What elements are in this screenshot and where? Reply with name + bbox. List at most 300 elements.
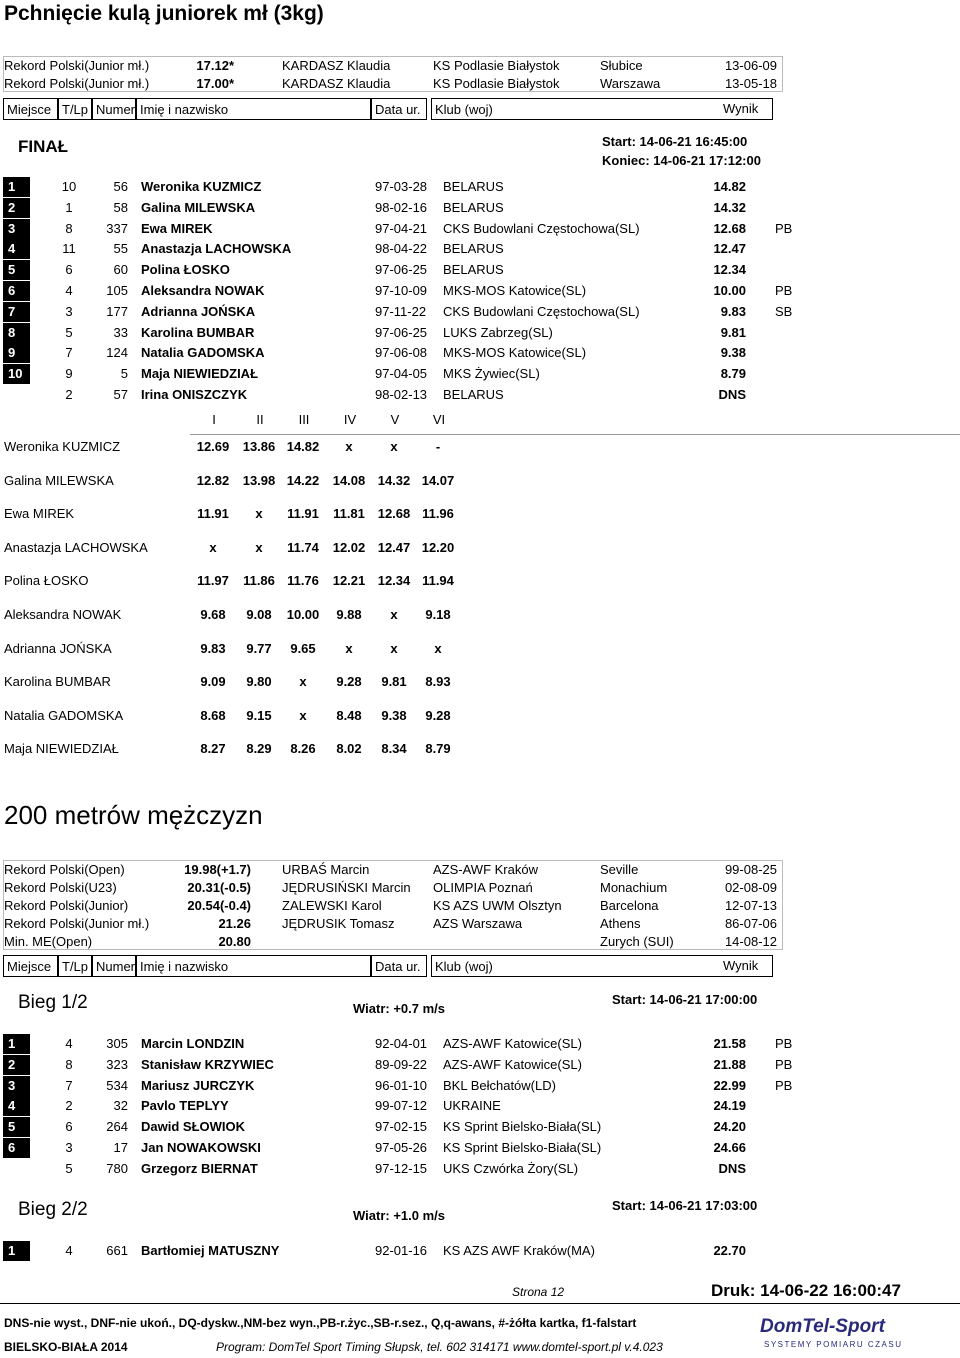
attempt-value: 11.76: [287, 573, 319, 589]
header-name: Imię i nazwisko: [136, 955, 371, 977]
record-date: 99-08-25: [724, 862, 777, 877]
record-club: OLIMPIA Poznań: [433, 880, 533, 895]
result-note: PB: [775, 1077, 793, 1093]
attempt-value: 9.88: [336, 607, 362, 622]
round-title: FINAŁ: [18, 137, 69, 156]
series-row: [0, 672, 460, 692]
result-note: PB: [775, 283, 793, 298]
result-value: 24.19: [713, 1098, 746, 1114]
attempt-value: 14.07: [421, 472, 455, 488]
attempt-value: 11.91: [287, 506, 319, 522]
record-label: Rekord Polski(Junior): [4, 898, 129, 913]
attempt-value: 8.79: [425, 741, 451, 757]
result-row: [0, 323, 960, 343]
attempt-value: x: [390, 640, 398, 656]
attempt-value: 12.34: [377, 573, 411, 589]
record-label: Rekord Polski(Open): [4, 862, 125, 877]
header-tlp: T/Lp: [58, 98, 92, 120]
attempt-value: 9.65: [290, 640, 316, 656]
attempt-value: 11.97: [197, 573, 229, 589]
result-row: [0, 1055, 960, 1075]
header-result: Wynik: [723, 101, 759, 116]
attempt-value: 8.68: [200, 707, 226, 723]
result-value: 9.81: [720, 324, 746, 340]
attempt-header: V: [390, 412, 400, 427]
print-date: Druk: 14-06-22 16:00:47: [711, 1281, 901, 1300]
result-place: 4: [8, 1098, 16, 1114]
result-club: KS AZS AWF Kraków(MA): [443, 1243, 595, 1258]
attempt-value: 8.02: [336, 741, 362, 757]
result-number: 57: [113, 387, 128, 402]
series-row: [0, 605, 460, 625]
attempt-value: x: [209, 539, 217, 555]
attempt-value: 9.68: [200, 607, 226, 622]
record-result: 20.31(-0.5): [187, 880, 251, 895]
record-place: Zurych (SUI): [600, 934, 674, 949]
result-club: KS Sprint Bielsko-Biała(SL): [443, 1140, 602, 1155]
record-holder: KARDASZ Klaudia: [282, 76, 391, 91]
attempt-value: 9.18: [425, 607, 451, 622]
result-place: 10: [8, 366, 23, 382]
record-result: 19.98(+1.7): [184, 862, 251, 877]
record-holder: JĘDRUSIŃSKI Marcin: [282, 880, 411, 895]
result-number: 124: [106, 345, 128, 361]
heat1-start: Start: 14-06-21 17:00:00: [612, 992, 758, 1007]
attempt-value: x: [345, 640, 353, 656]
result-dob: 97-06-25: [375, 262, 428, 278]
attempt-value: 9.83: [200, 640, 226, 656]
result-club: BELARUS: [443, 387, 504, 402]
attempt-value: 9.38: [381, 707, 407, 723]
result-name: Pavlo TEPLYY: [141, 1098, 229, 1114]
result-row: [0, 239, 960, 259]
record-holder: URBAŚ Marcin: [282, 862, 370, 877]
attempt-value: x: [345, 439, 353, 454]
result-value: 10.00: [713, 283, 746, 298]
result-place: 1: [8, 1036, 16, 1051]
result-value: 14.32: [713, 199, 746, 215]
attempt-value: 13.98: [242, 472, 276, 488]
result-club: KS Sprint Bielsko-Biała(SL): [443, 1119, 602, 1135]
result-note: PB: [775, 1036, 793, 1051]
attempt-header: III: [298, 412, 310, 427]
attempt-value: 9.77: [246, 640, 272, 656]
result-dob: 98-04-22: [375, 241, 428, 257]
result-place: 2: [8, 199, 16, 215]
result-club: BELARUS: [443, 199, 504, 215]
result-club: AZS-AWF Katowice(SL): [443, 1036, 582, 1051]
record-label: Rekord Polski(Junior mł.): [4, 916, 150, 931]
attempt-value: 9.08: [246, 607, 272, 622]
result-place: 6: [8, 1140, 16, 1155]
attempt-value: -: [435, 439, 441, 454]
record-club: KS Podlasie Białystok: [433, 58, 560, 73]
result-dob: 97-11-22: [375, 303, 427, 319]
result-value: 22.99: [713, 1077, 746, 1093]
record-date: 02-08-09: [724, 880, 777, 895]
attempt-value: 8.26: [290, 741, 316, 757]
result-row: [0, 1117, 960, 1137]
result-club: MKS-MOS Katowice(SL): [443, 345, 587, 361]
record-label: Min. ME(Open): [4, 934, 93, 949]
series-row: [0, 739, 460, 759]
heat2-start: Start: 14-06-21 17:03:00: [612, 1198, 758, 1213]
result-number: 534: [106, 1077, 128, 1093]
logo-sub: SYSTEMY POMIARU CZASU: [764, 1340, 903, 1349]
attempt-value: 12.47: [377, 539, 411, 555]
result-value: 14.82: [713, 179, 746, 194]
result-value: 9.83: [720, 303, 746, 319]
result-lp: 7: [65, 1077, 73, 1093]
result-place: 1: [8, 179, 16, 194]
result-row: [0, 198, 960, 218]
record-result: 20.54(-0.4): [187, 898, 251, 913]
attempt-value: 11.96: [422, 506, 454, 522]
result-number: 105: [106, 283, 128, 298]
result-place: 3: [8, 220, 16, 236]
result-row: [0, 1159, 960, 1179]
header-result: Wynik: [723, 958, 759, 973]
attempt-value: x: [390, 607, 398, 622]
result-lp: 5: [65, 1160, 73, 1176]
result-number: 17: [113, 1140, 128, 1155]
result-name: Aleksandra NOWAK: [141, 283, 265, 298]
series-row: [0, 437, 460, 457]
series-name: Galina MILEWSKA: [4, 472, 114, 488]
result-lp: 5: [65, 324, 73, 340]
result-lp: 2: [65, 1098, 73, 1114]
result-place: 7: [8, 303, 16, 319]
result-number: 32: [113, 1098, 128, 1114]
result-dob: 97-02-15: [375, 1119, 428, 1135]
result-lp: 8: [65, 220, 73, 236]
header-tlp: T/Lp: [58, 955, 92, 977]
result-lp: 11: [62, 241, 76, 257]
series-name: Weronika KUZMICZ: [4, 439, 121, 454]
result-row: [0, 1138, 960, 1158]
attempt-value: x: [390, 439, 398, 454]
record-result: 17.12*: [196, 58, 234, 73]
result-name: Bartłomiej MATUSZNY: [141, 1243, 280, 1258]
attempt-value: 10.00: [286, 607, 320, 622]
result-value: 22.70: [713, 1243, 746, 1258]
result-value: 8.79: [720, 366, 746, 382]
footer-city: BIELSKO-BIAŁA 2014: [4, 1340, 128, 1354]
result-row: [0, 281, 960, 301]
result-dob: 99-07-12: [375, 1098, 428, 1114]
result-name: Stanisław KRZYWIEC: [141, 1056, 274, 1072]
result-dob: 98-02-16: [375, 199, 428, 215]
result-name: Adrianna JOŃSKA: [141, 303, 256, 319]
logo-text: DomTel-Sport: [760, 1316, 885, 1337]
result-club: UKS Czwórka Żory(SL): [443, 1160, 579, 1176]
attempt-value: 11.74: [287, 539, 319, 555]
series-name: Adrianna JOŃSKA: [4, 640, 112, 656]
result-dob: 97-12-15: [375, 1160, 428, 1176]
result-number: 323: [106, 1056, 128, 1072]
attempt-value: 12.82: [196, 472, 230, 488]
record-label: Rekord Polski(Junior mł.): [4, 76, 150, 91]
result-name: Jan NOWAKOWSKI: [141, 1140, 261, 1155]
result-place: 2: [8, 1056, 16, 1072]
result-name: Natalia GADOMSKA: [141, 345, 265, 361]
records-border: [3, 860, 783, 950]
result-dob: 92-04-01: [375, 1036, 428, 1051]
result-lp: 6: [65, 262, 73, 278]
page-number: Strona 12: [512, 1285, 565, 1299]
result-place: 4: [8, 241, 16, 257]
record-date: 14-08-12: [724, 934, 777, 949]
result-name: Irina ONISZCZYK: [141, 387, 248, 402]
result-name: Marcin LONDZIN: [141, 1036, 245, 1051]
result-name: Galina MILEWSKA: [141, 199, 256, 215]
start-time: Start: 14-06-21 16:45:00: [602, 134, 748, 149]
result-dob: 96-01-10: [375, 1077, 428, 1093]
result-dob: 98-02-13: [375, 387, 428, 402]
result-value: 9.38: [720, 345, 746, 361]
result-place: 3: [8, 1077, 16, 1093]
attempt-value: 14.22: [286, 472, 320, 488]
result-club: AZS-AWF Katowice(SL): [443, 1056, 582, 1072]
result-row: [0, 260, 960, 280]
result-name: Polina ŁOSKO: [141, 262, 230, 278]
header-miejsce: Miejsce: [3, 98, 58, 120]
result-club: UKRAINE: [443, 1098, 501, 1114]
attempt-value: x: [299, 707, 307, 723]
result-number: 60: [113, 262, 128, 278]
result-lp: 6: [65, 1119, 73, 1135]
header-name: Imię i nazwisko: [136, 98, 371, 120]
attempt-value: 9.81: [381, 674, 407, 690]
record-date: 86-07-06: [724, 916, 777, 931]
record-result: 21.26: [218, 916, 251, 931]
record-label: Rekord Polski(U23): [4, 880, 117, 895]
header-club: Klub (woj): [431, 98, 773, 120]
record-club: AZS-AWF Kraków: [433, 862, 538, 877]
result-name: Mariusz JURCZYK: [141, 1077, 255, 1093]
result-row: [0, 302, 960, 322]
attempt-value: 12.68: [377, 506, 411, 522]
result-number: 55: [113, 241, 128, 257]
result-value: 12.68: [713, 220, 746, 236]
result-number: 661: [106, 1243, 128, 1258]
result-number: 177: [106, 303, 128, 319]
result-club: MKS-MOS Katowice(SL): [443, 283, 587, 298]
series-row: [0, 471, 460, 491]
series-row: [0, 538, 460, 558]
result-place: 5: [8, 1119, 16, 1135]
record-holder: ZALEWSKI Karol: [282, 898, 382, 913]
result-name: Ewa MIREK: [141, 220, 213, 236]
result-number: 264: [106, 1119, 128, 1135]
result-name: Maja NIEWIEDZIAŁ: [141, 366, 259, 382]
result-lp: 4: [65, 1036, 73, 1051]
heat1-wind: Wiatr: +0.7 m/s: [353, 1001, 446, 1016]
record-club: AZS Warszawa: [433, 916, 523, 931]
attempt-value: x: [434, 640, 442, 656]
series-name: Karolina BUMBAR: [4, 674, 111, 690]
result-name: Grzegorz BIERNAT: [141, 1160, 258, 1176]
footer-program: Program: DomTel Sport Timing Słupsk, tel. 602 314171 www.domtel-sport.pl v.4.023: [216, 1340, 663, 1354]
result-place: 6: [8, 283, 16, 298]
record-place: Barcelona: [600, 898, 659, 913]
result-place: 9: [8, 345, 16, 361]
result-number: 33: [113, 324, 128, 340]
attempt-value: 14.82: [286, 439, 320, 454]
header-miejsce: Miejsce: [3, 955, 58, 977]
result-dob: 97-05-26: [375, 1140, 428, 1155]
result-value: 21.58: [713, 1036, 746, 1051]
event-title: Pchnięcie kulą juniorek mł (3kg): [4, 2, 324, 25]
attempt-value: 12.02: [332, 539, 366, 555]
attempt-value: 12.20: [421, 539, 455, 555]
result-club: CKS Budowlani Częstochowa(SL): [443, 303, 640, 319]
record-date: 12-07-13: [724, 898, 777, 913]
attempt-value: 14.08: [332, 472, 366, 488]
heat2-title: Bieg 2/2: [18, 1199, 88, 1220]
results-header-2: [3, 955, 773, 979]
attempt-value: 8.48: [336, 707, 362, 723]
record-result: 20.80: [218, 934, 251, 949]
result-club: BKL Bełchatów(LD): [443, 1077, 556, 1093]
header-date: Data ur.: [371, 955, 427, 977]
result-value: 12.47: [713, 241, 746, 257]
records-border: [3, 56, 783, 92]
attempt-value: 8.27: [200, 741, 226, 757]
result-row: [0, 177, 960, 197]
result-lp: 3: [65, 303, 73, 319]
record-place: Słubice: [600, 58, 643, 73]
result-dob: 89-09-22: [375, 1056, 428, 1072]
attempt-value: 9.09: [200, 674, 226, 690]
result-number: 58: [113, 199, 128, 215]
attempt-value: 13.86: [242, 439, 276, 454]
divider: [190, 434, 960, 435]
header-numer: Numer: [92, 98, 136, 120]
header-club: Klub (woj): [431, 955, 773, 977]
record-place: Seville: [600, 862, 639, 877]
record-date: 13-05-18: [724, 76, 777, 91]
record-place: Athens: [600, 916, 641, 931]
attempt-header: VI: [432, 412, 446, 427]
result-value: 24.66: [713, 1140, 746, 1155]
result-row: [0, 1076, 960, 1096]
result-club: BELARUS: [443, 179, 504, 194]
result-place: 8: [8, 324, 16, 340]
result-lp: 4: [65, 283, 73, 298]
attempt-value: 11.91: [197, 506, 229, 522]
result-row: [0, 343, 960, 363]
result-note: SB: [775, 303, 793, 319]
result-lp: 8: [65, 1056, 73, 1072]
result-club: LUKS Zabrzeg(SL): [443, 324, 553, 340]
result-lp: 2: [65, 387, 73, 402]
result-club: MKS Żywiec(SL): [443, 366, 540, 382]
result-number: 56: [113, 179, 128, 194]
series-name: Aleksandra NOWAK: [4, 607, 122, 622]
result-dob: 97-06-08: [375, 345, 428, 361]
legend: DNS-nie wyst., DNF-nie ukoń., DQ-dyskw.,NM-bez wyn.,PB-r.życ.,SB-r.sez., Q,q-awans, #-żółta kartka, f1-falstart: [4, 1316, 637, 1330]
result-value: 21.88: [713, 1056, 746, 1072]
record-place: Monachium: [600, 880, 668, 895]
result-lp: 1: [65, 199, 73, 215]
result-row: [0, 385, 960, 405]
series-name: Polina ŁOSKO: [4, 573, 89, 589]
result-value: 24.20: [713, 1119, 746, 1135]
series-row: [0, 504, 460, 524]
result-club: BELARUS: [443, 241, 504, 257]
attempt-value: x: [299, 674, 307, 690]
attempt-value: 8.29: [246, 741, 272, 757]
result-note: PB: [775, 1056, 793, 1072]
result-dob: 97-03-28: [375, 179, 428, 194]
result-lp: 4: [65, 1243, 73, 1258]
attempt-value: 11.86: [243, 573, 275, 589]
result-value: DNS: [718, 387, 746, 402]
result-note: PB: [775, 220, 793, 236]
record-club: KS Podlasie Białystok: [433, 76, 560, 91]
attempt-value: 12.69: [196, 439, 230, 454]
attempt-value: 9.28: [336, 674, 362, 690]
result-place: 5: [8, 262, 16, 278]
result-name: Weronika KUZMICZ: [141, 179, 262, 194]
series-row: [0, 706, 460, 726]
record-place: Warszawa: [600, 76, 661, 91]
event-title-2: 200 metrów mężczyzn: [4, 800, 263, 830]
results-header: [3, 98, 773, 122]
result-club: BELARUS: [443, 262, 504, 278]
result-lp: 7: [65, 345, 73, 361]
attempt-value: 8.34: [381, 741, 407, 757]
result-name: Dawid SŁOWIOK: [141, 1119, 245, 1135]
result-dob: 97-04-21: [375, 220, 428, 236]
result-lp: 10: [61, 179, 77, 194]
series-name: Ewa MIREK: [4, 506, 75, 522]
record-holder: KARDASZ Klaudia: [282, 58, 391, 73]
attempt-value: 11.94: [422, 573, 454, 589]
result-value: DNS: [718, 1160, 746, 1176]
result-row: [0, 219, 960, 239]
record-result: 17.00*: [196, 76, 234, 91]
domtel-logo: [760, 1316, 950, 1354]
record-club: KS AZS UWM Olsztyn: [433, 898, 562, 913]
result-number: 5: [120, 366, 128, 382]
attempt-value: 11.81: [333, 506, 365, 522]
result-name: Anastazja LACHOWSKA: [141, 241, 292, 257]
result-name: Karolina BUMBAR: [141, 324, 255, 340]
record-label: Rekord Polski(Junior mł.): [4, 58, 150, 73]
attempt-value: 12.21: [332, 573, 366, 589]
header-numer: Numer: [92, 955, 136, 977]
series-name: Natalia GADOMSKA: [4, 707, 124, 723]
attempt-value: 9.15: [246, 707, 272, 723]
series-row: [0, 571, 460, 591]
record-date: 13-06-09: [724, 58, 777, 73]
result-number: 337: [106, 220, 128, 236]
result-number: 780: [106, 1160, 128, 1176]
result-row: [0, 1096, 960, 1116]
result-dob: 92-01-16: [375, 1243, 428, 1258]
result-row: [0, 1241, 960, 1261]
end-time: Koniec: 14-06-21 17:12:00: [602, 153, 761, 168]
result-lp: 3: [65, 1140, 73, 1155]
result-place: 1: [8, 1243, 16, 1258]
record-holder: JĘDRUSIK Tomasz: [282, 916, 395, 931]
heat2-wind: Wiatr: +1.0 m/s: [353, 1208, 446, 1223]
attempt-header: II: [256, 412, 264, 427]
attempt-header: IV: [343, 412, 357, 427]
result-row: [0, 1034, 960, 1054]
